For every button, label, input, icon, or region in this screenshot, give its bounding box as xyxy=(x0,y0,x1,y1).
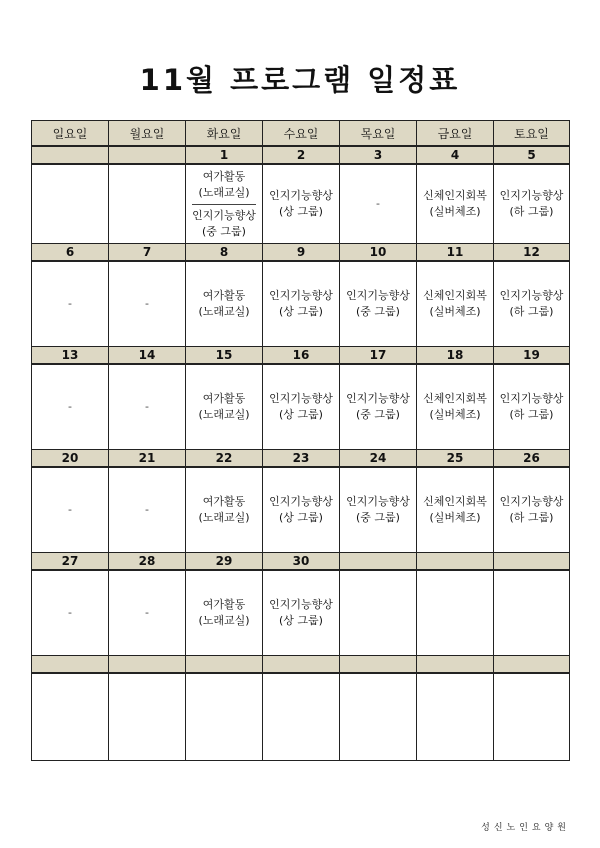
activity-cell xyxy=(494,261,570,347)
activity-cell xyxy=(109,467,186,553)
date-row xyxy=(32,146,570,164)
date-cell xyxy=(494,656,570,674)
weekday-header: 목요일 xyxy=(340,121,417,147)
activity-cell xyxy=(109,364,186,450)
date-cell: 20 xyxy=(32,450,109,468)
activity-cell xyxy=(263,164,340,244)
date-cell: 16 xyxy=(263,347,340,365)
activity-cell xyxy=(494,164,570,244)
date-cell xyxy=(186,656,263,674)
activity-text: (중 그룹) xyxy=(356,408,400,421)
activity-text: (상 그룹) xyxy=(279,511,323,524)
weekday-header: 금요일 xyxy=(417,121,494,147)
footer-organization: 성신노인요양원 xyxy=(481,823,570,833)
activity-text: 인지기능향상 xyxy=(269,598,333,611)
activity-cell xyxy=(340,261,417,347)
date-cell: 10 xyxy=(340,244,417,262)
activity-text: (노래교실) xyxy=(198,185,250,199)
activity-text: (실버체조) xyxy=(429,408,481,421)
weekday-header: 토요일 xyxy=(494,121,570,147)
weekday-header: 일요일 xyxy=(32,121,109,147)
date-cell: 22 xyxy=(186,450,263,468)
activity-cell xyxy=(109,673,186,761)
date-cell: 6 xyxy=(32,244,109,262)
activity-text: 인지기능향상 xyxy=(269,189,333,202)
activity-cell xyxy=(32,364,109,450)
date-cell: 25 xyxy=(417,450,494,468)
activity-cell xyxy=(340,467,417,553)
date-row xyxy=(32,450,570,468)
activity-text: 인지기능향상 xyxy=(499,289,564,302)
activity-text: 인지기능향상 xyxy=(192,208,256,222)
activity-text: 인지기능향상 xyxy=(269,392,333,405)
activity-cell xyxy=(186,570,263,656)
activity-text: 인지기능향상 xyxy=(346,289,410,302)
date-cell: 2 xyxy=(263,146,340,164)
weekday-header: 화요일 xyxy=(186,121,263,147)
date-cell: 18 xyxy=(417,347,494,365)
date-cell xyxy=(109,146,186,164)
date-cell: 24 xyxy=(340,450,417,468)
activity-row xyxy=(32,364,570,450)
activity-cell xyxy=(186,164,263,244)
no-activity-dash: - xyxy=(68,503,72,516)
activity-cell xyxy=(494,364,570,450)
activity-divider xyxy=(192,204,256,205)
activity-row xyxy=(32,261,570,347)
activity-cell xyxy=(32,164,109,244)
no-activity-dash: - xyxy=(68,606,72,619)
activity-text: (하 그룹) xyxy=(509,205,554,218)
date-cell: 28 xyxy=(109,553,186,571)
date-cell: 17 xyxy=(340,347,417,365)
activity-cell xyxy=(186,261,263,347)
activity-row xyxy=(32,570,570,656)
activity-text: 인지기능향상 xyxy=(269,495,333,508)
activity-cell xyxy=(494,467,570,553)
date-row xyxy=(32,553,570,571)
weekday-header: 수요일 xyxy=(263,121,340,147)
activity-row xyxy=(32,673,570,761)
activity-text: (실버체조) xyxy=(429,305,481,318)
activity-text: 신체인지회복 xyxy=(423,289,487,302)
activity-row xyxy=(32,467,570,553)
activity-cell xyxy=(186,467,263,553)
date-cell xyxy=(417,553,494,571)
no-activity-dash: - xyxy=(145,503,149,516)
date-row xyxy=(32,347,570,365)
date-cell xyxy=(340,553,417,571)
date-cell: 19 xyxy=(494,347,570,365)
activity-text: (실버체조) xyxy=(429,511,481,524)
activity-text: 인지기능향상 xyxy=(269,289,333,302)
activity-row xyxy=(32,164,570,244)
activity-text: 신체인지회복 xyxy=(423,495,487,508)
date-cell: 7 xyxy=(109,244,186,262)
activity-text: 여가활동 xyxy=(202,598,246,611)
weekday-header: 월요일 xyxy=(109,121,186,147)
activity-cell xyxy=(417,570,494,656)
activity-cell xyxy=(32,261,109,347)
activity-cell xyxy=(32,467,109,553)
date-cell: 15 xyxy=(186,347,263,365)
activity-cell xyxy=(417,364,494,450)
activity-text: (상 그룹) xyxy=(279,408,323,421)
activity-text: 인지기능향상 xyxy=(346,495,410,508)
activity-text: 여가활동 xyxy=(202,289,246,302)
activity-cell xyxy=(494,570,570,656)
activity-text: (노래교실) xyxy=(198,408,250,421)
activity-cell xyxy=(340,673,417,761)
date-cell xyxy=(340,656,417,674)
date-cell: 4 xyxy=(417,146,494,164)
activity-cell xyxy=(340,570,417,656)
activity-text: (노래교실) xyxy=(198,305,250,318)
activity-text: (상 그룹) xyxy=(279,614,323,627)
activity-text: (하 그룹) xyxy=(509,305,554,318)
activity-cell xyxy=(32,570,109,656)
activity-text: 신체인지회복 xyxy=(423,392,487,405)
activity-cell xyxy=(340,364,417,450)
date-cell: 3 xyxy=(340,146,417,164)
activity-text: (상 그룹) xyxy=(279,305,323,318)
date-cell: 21 xyxy=(109,450,186,468)
date-cell xyxy=(32,656,109,674)
date-cell: 26 xyxy=(494,450,570,468)
activity-text: (하 그룹) xyxy=(509,511,554,524)
activity-cell xyxy=(32,673,109,761)
activity-cell xyxy=(109,164,186,244)
date-cell: 29 xyxy=(186,553,263,571)
date-cell: 13 xyxy=(32,347,109,365)
no-activity-dash: - xyxy=(145,606,149,619)
activity-cell xyxy=(263,261,340,347)
no-activity-dash: - xyxy=(145,400,149,413)
activity-cell xyxy=(186,673,263,761)
date-cell xyxy=(494,553,570,571)
date-cell: 12 xyxy=(494,244,570,262)
date-cell xyxy=(417,656,494,674)
no-activity-dash: - xyxy=(68,400,72,413)
no-activity-dash: - xyxy=(145,297,149,310)
date-cell: 5 xyxy=(494,146,570,164)
activity-cell xyxy=(417,673,494,761)
date-cell: 8 xyxy=(186,244,263,262)
activity-text: 여가활동 xyxy=(202,495,246,508)
no-activity-dash: - xyxy=(68,297,72,310)
date-cell: 27 xyxy=(32,553,109,571)
date-cell xyxy=(32,146,109,164)
activity-text: 여가활동 xyxy=(202,392,246,405)
schedule-table xyxy=(31,120,570,761)
date-cell xyxy=(109,656,186,674)
activity-text: (상 그룹) xyxy=(279,205,323,218)
activity-text: 여가활동 xyxy=(202,169,246,183)
date-cell: 23 xyxy=(263,450,340,468)
activity-text: (노래교실) xyxy=(198,511,250,524)
date-row xyxy=(32,656,570,674)
date-cell: 11 xyxy=(417,244,494,262)
activity-cell xyxy=(417,261,494,347)
activity-text: (중 그룹) xyxy=(356,511,400,524)
activity-cell xyxy=(263,673,340,761)
activity-text: (실버체조) xyxy=(429,205,481,218)
activity-text: 인지기능향상 xyxy=(346,392,410,405)
activity-text: 인지기능향상 xyxy=(499,495,564,508)
page-title: 11월 프로그램 일정표 xyxy=(139,63,461,97)
no-activity-dash: - xyxy=(376,197,380,210)
activity-cell xyxy=(263,467,340,553)
activity-text: 신체인지회복 xyxy=(423,189,487,202)
activity-cell xyxy=(109,570,186,656)
activity-cell xyxy=(263,364,340,450)
activity-text: (하 그룹) xyxy=(509,408,554,421)
activity-cell xyxy=(417,164,494,244)
date-cell xyxy=(263,656,340,674)
weekday-header-row xyxy=(32,121,570,147)
date-cell: 30 xyxy=(263,553,340,571)
date-cell: 9 xyxy=(263,244,340,262)
activity-cell xyxy=(263,570,340,656)
date-cell: 14 xyxy=(109,347,186,365)
date-row xyxy=(32,244,570,262)
activity-text: (중 그룹) xyxy=(356,305,400,318)
activity-cell xyxy=(340,164,417,244)
activity-text: 인지기능향상 xyxy=(499,392,564,405)
date-cell: 1 xyxy=(186,146,263,164)
activity-cell xyxy=(417,467,494,553)
activity-text: 인지기능향상 xyxy=(499,189,564,202)
activity-text: (중 그룹) xyxy=(202,224,246,238)
activity-cell xyxy=(109,261,186,347)
activity-cell xyxy=(494,673,570,761)
activity-text: (노래교실) xyxy=(198,614,250,627)
activity-cell xyxy=(186,364,263,450)
